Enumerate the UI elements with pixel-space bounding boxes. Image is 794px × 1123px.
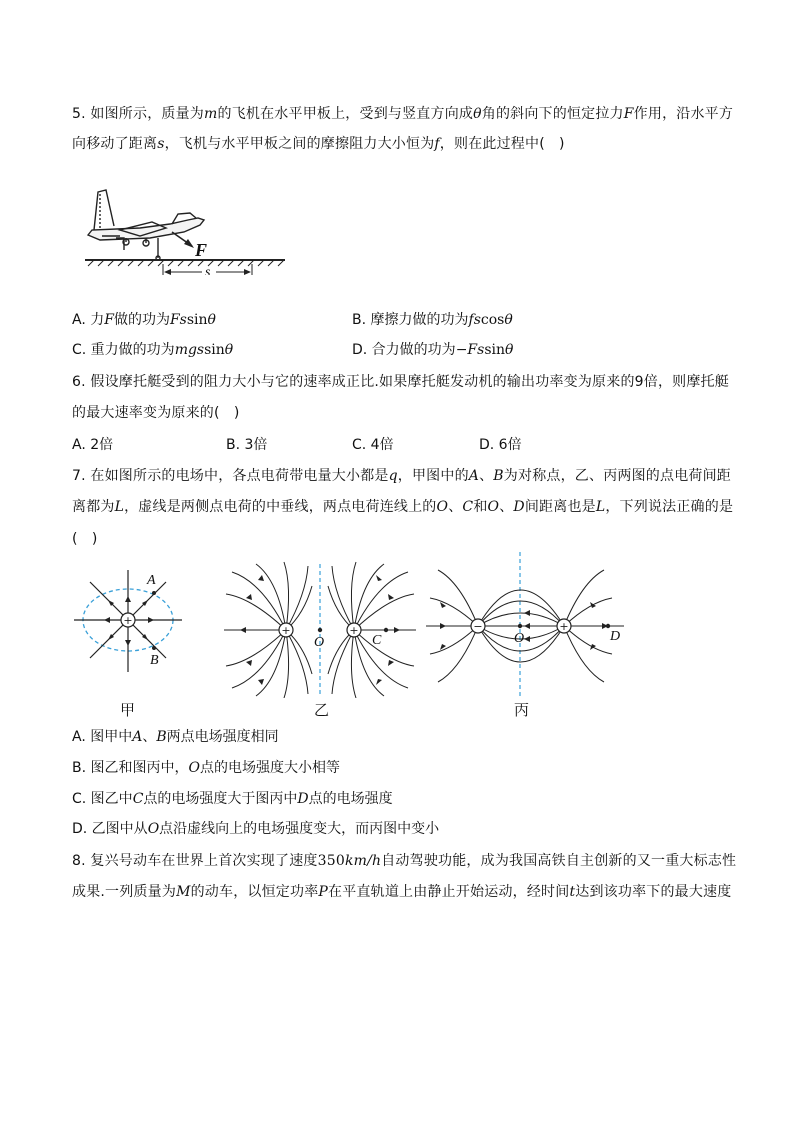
svg-text:−: − (473, 620, 483, 633)
point-o-dot (318, 628, 322, 632)
figure-yi (222, 558, 418, 698)
text: 、 (479, 468, 494, 484)
fn: sin (186, 312, 208, 328)
var-f: f (434, 136, 440, 152)
var-m: m (204, 106, 218, 122)
text: 点的电场强度 (308, 791, 393, 807)
text: C. 重力做的功为 (72, 342, 175, 358)
text: 点沿虚线向上的电场强度变大，而丙图中变小 (159, 821, 440, 837)
jet-drawing (88, 190, 204, 260)
text: 离都为 (72, 499, 115, 515)
text: ，飞机与水平甲板之间的摩擦阻力大小恒为 (164, 136, 435, 152)
point-o-dot (518, 624, 522, 628)
q5-option-c[interactable] (72, 340, 233, 360)
figure-jia (70, 568, 186, 688)
caption-jia: 甲 (120, 701, 136, 719)
var: O (487, 499, 500, 515)
var: A (468, 468, 480, 484)
svg-text:+: + (281, 624, 291, 637)
text: 、 (142, 729, 157, 745)
text: 达到该功率下的最大速度 (575, 884, 732, 900)
text: ，甲图中的 (397, 468, 469, 484)
text: ，虚线是两侧点电荷的中垂线，两点电荷连线上的 (124, 499, 437, 515)
speed-value: 350 (317, 853, 345, 869)
text: B. 图乙和图丙中， (72, 760, 189, 776)
var: M (176, 884, 191, 900)
q7-option-d[interactable] (72, 819, 439, 839)
text: 在平直轨道上由静止开始运动，经时间 (328, 884, 570, 900)
var: θ (505, 342, 514, 358)
text: 7. 在如图所示的电场中，各点电荷带电量大小都是 (72, 468, 389, 484)
text: D. 乙图中从 (72, 821, 148, 837)
dist-label: s (205, 265, 211, 275)
text: A. 力 (72, 312, 105, 328)
q6-option-d[interactable]: D. 6倍 (479, 437, 522, 453)
text: 两点电场强度相同 (166, 729, 279, 745)
text: 和 (473, 499, 488, 515)
text: 间距离也是 (524, 499, 596, 515)
var: O (147, 821, 160, 837)
caption-yi: 乙 (314, 701, 330, 719)
label-o: O (514, 631, 525, 646)
fn: sin (484, 342, 506, 358)
caption-bing: 丙 (514, 701, 530, 719)
force-arrowhead (184, 239, 194, 248)
q6-option-c[interactable]: C. 4倍 (352, 437, 394, 453)
var-F: F (623, 106, 634, 122)
text: A. 图甲中 (72, 729, 133, 745)
var: L (595, 499, 606, 515)
var-s: s (157, 136, 165, 152)
figure-bing (424, 550, 630, 698)
svg-text:+: + (349, 624, 359, 637)
var-theta: θ (473, 106, 482, 122)
q6-option-a[interactable]: A. 2倍 (72, 437, 114, 453)
var: A (132, 729, 143, 745)
text: 、 (448, 499, 463, 515)
dist-arrow-right (244, 269, 251, 275)
q5-line-1 (72, 104, 733, 124)
text: 为对称点，乙、丙两图的点电荷间距 (503, 468, 731, 484)
text: 、 (499, 499, 514, 515)
speed-unit: km/h (344, 853, 382, 869)
q7-line-3: ( ) (72, 531, 98, 547)
var: O (436, 499, 449, 515)
var: θ (224, 342, 234, 358)
q6-line-1: 6. 假设摩托艇受到的阻力大小与它的速率成正比.如果摩托艇发动机的输出功率变为原来的9倍，则摩托艇 (72, 374, 729, 390)
point-c-dot (384, 628, 388, 632)
var: −Fs (455, 342, 485, 358)
var: D (513, 499, 525, 515)
text: C. 图乙中 (72, 791, 133, 807)
q6-option-b[interactable]: B. 3倍 (226, 437, 268, 453)
fn: cos (480, 312, 505, 328)
field-lines-right (328, 562, 416, 698)
label-c: C (372, 633, 382, 648)
q5-option-d[interactable] (352, 340, 513, 360)
text: 的动车，以恒定功率 (190, 884, 319, 900)
q5-line-2 (72, 134, 565, 154)
svg-text:+: + (123, 614, 133, 627)
text: 点的电场强度大小相等 (200, 760, 340, 776)
q8-line-2 (72, 882, 731, 902)
label-b: B (150, 653, 159, 668)
var: B (156, 729, 167, 745)
label-d: D (610, 629, 621, 644)
label-o: O (314, 635, 325, 650)
dist-arrow-left (164, 269, 171, 275)
label-a: A (147, 573, 156, 588)
q7-line-2 (72, 497, 733, 517)
text: 自动驾驶功能，成为我国高铁自主创新的又一重大标志性 (381, 853, 737, 869)
svg-text:+: + (559, 620, 569, 633)
text: 作用，沿水平方 (633, 106, 734, 122)
var: fs (468, 312, 481, 328)
var: q (388, 468, 398, 484)
point-a-dot (152, 591, 156, 595)
field-lines-left (224, 562, 312, 698)
var: B (493, 468, 504, 484)
q7-option-c[interactable] (72, 789, 393, 809)
text: 的飞机在水平甲板上，受到与竖直方向成 (217, 106, 474, 122)
q7-option-a[interactable] (72, 727, 279, 747)
text: D. 合力做的功为 (352, 342, 456, 358)
airplane-figure (80, 180, 295, 275)
var: P (318, 884, 329, 900)
text: B. 摩擦力做的功为 (352, 312, 469, 328)
var: mgs (174, 342, 205, 358)
q7-line-1 (72, 466, 731, 486)
text: 做的功为 (113, 312, 170, 328)
point-b-dot (152, 646, 156, 650)
var: F (104, 312, 114, 328)
q5-option-a[interactable] (72, 310, 216, 330)
text: 向移动了距离 (72, 136, 158, 152)
var: C (132, 791, 144, 807)
text: ，则在此过程中( ) (439, 136, 565, 152)
text: 点的电场强度大于图丙中 (143, 791, 298, 807)
text: 成果.一列质量为 (72, 884, 177, 900)
var: O (188, 760, 200, 776)
point-d-dot (606, 624, 610, 628)
q6-line-2: 的最大速率变为原来的( ) (72, 405, 240, 421)
fn: sin (204, 342, 225, 358)
var: C (462, 499, 474, 515)
q8-line-1 (72, 851, 736, 871)
text: 5. 如图所示，质量为 (72, 106, 205, 122)
q7-option-b[interactable] (72, 758, 340, 778)
force-label: F (195, 240, 208, 260)
var: t (569, 884, 576, 900)
text: ，下列说法正确的是 (605, 499, 734, 515)
var: D (297, 791, 309, 807)
text: 角的斜向下的恒定拉力 (481, 106, 624, 122)
var: L (114, 499, 125, 515)
var: θ (207, 312, 216, 328)
var: Fs (169, 312, 187, 328)
text: 8. 复兴号动车在世界上首次实现了速度 (72, 853, 318, 869)
q5-option-b[interactable] (352, 310, 513, 330)
var: θ (504, 312, 513, 328)
